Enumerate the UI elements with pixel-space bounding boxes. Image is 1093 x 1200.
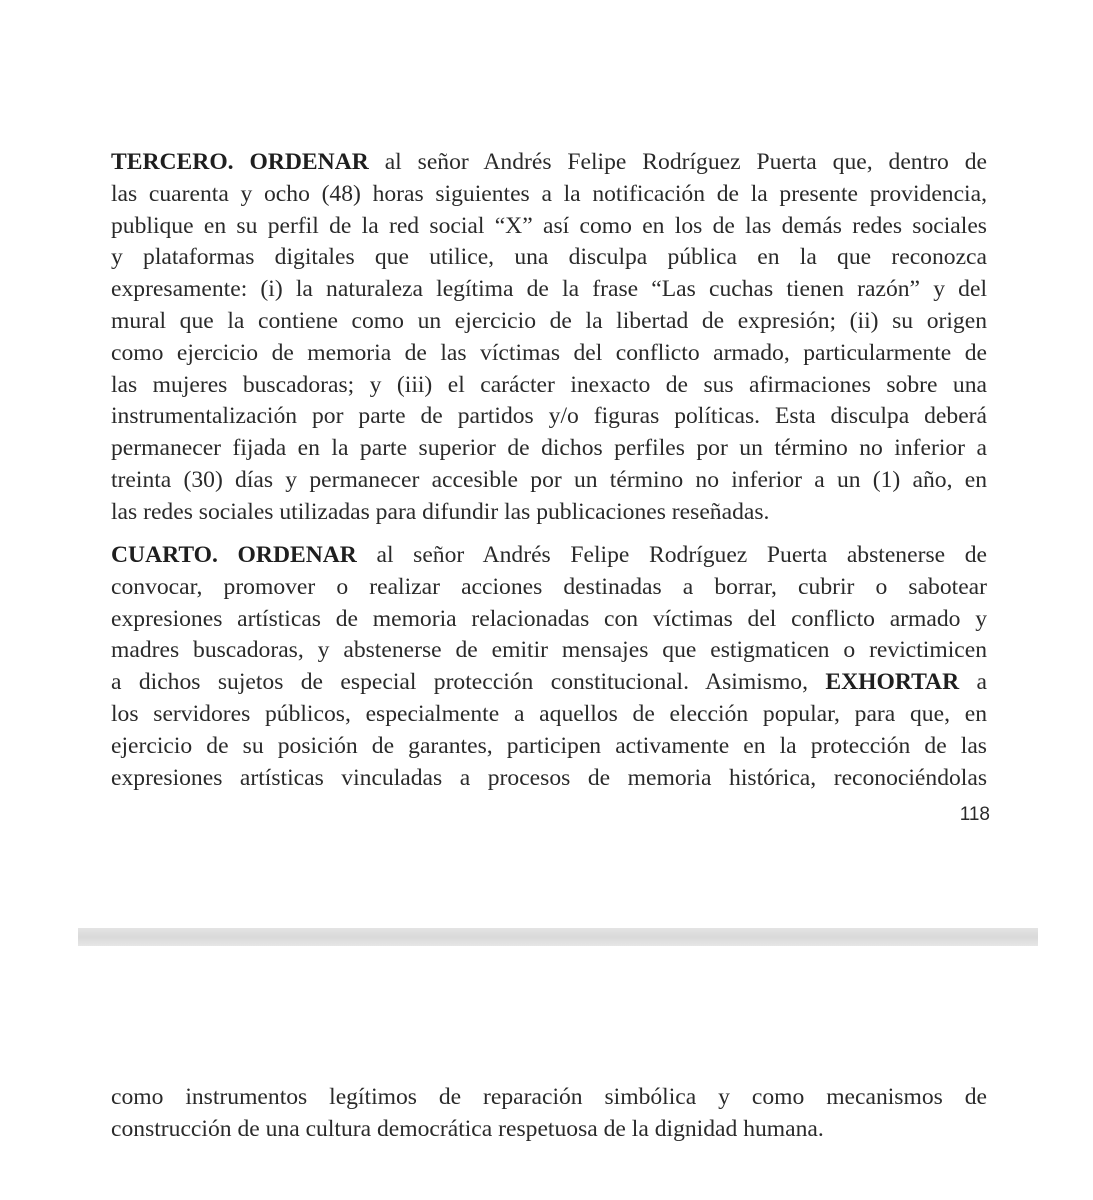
paragraph-line: expresiones artísticas de memoria relacionadas con víctimas del conflicto armado y [111, 605, 987, 632]
paragraph-line: instrumentalización por parte de partidos y/o figuras políticas. Esta disculpa deberá [111, 403, 987, 430]
paragraph-line: CUARTO. ORDENAR al señor Andrés Felipe Rodríguez Puerta abstenerse de [111, 542, 988, 568]
paragraph-cuarto [111, 540, 987, 794]
paragraph-line: expresiones artísticas vinculadas a procesos de memoria histórica, reconociéndolas [111, 764, 987, 791]
paragraph-line: treinta (30) días y permanecer accesible por un término no inferior a un (1) año, en [111, 466, 987, 493]
paragraph-line: como instrumentos legítimos de reparación simbólica y como mecanismos de [111, 1084, 987, 1110]
page-break-divider [78, 928, 1038, 946]
paragraph-line: madres buscadoras, y abstenerse de emitir mensajes que estigmaticen o revictimicen [111, 637, 987, 664]
paragraph-line: convocar, promover o realizar acciones destinadas a borrar, cubrir o sabotear [111, 573, 987, 600]
paragraph-tercero [111, 147, 987, 529]
paragraph-line: ejercicio de su posición de garantes, participen activamente en la protección de las [111, 732, 987, 759]
paragraph-line: como ejercicio de memoria de las víctimas del conflicto armado, particularmente de [111, 339, 987, 366]
paragraph-line: TERCERO. ORDENAR al señor Andrés Felipe Rodríguez Puerta que, dentro de [111, 149, 987, 175]
paragraph-line: publique en su perfil de la red social “X” así como en los de las demás redes sociales [111, 212, 987, 239]
paragraph-line: permanecer fijada en la parte superior de dichos perfiles por un término no inferior a [111, 435, 987, 462]
paragraph-line: y plataformas digitales que utilice, una disculpa pública en la que reconozca [111, 244, 987, 271]
section-heading-cuarto: CUARTO. [111, 542, 218, 568]
order-verb: ORDENAR [249, 149, 369, 175]
order-verb: ORDENAR [237, 542, 357, 568]
paragraph-line: las mujeres buscadoras; y (iii) el carácter inexacto de sus afirmaciones sobre una [111, 371, 987, 398]
page-number: 118 [959, 804, 990, 825]
paragraph-line: a dichos sujetos de especial protección constitucional. Asimismo, EXHORTAR a [111, 669, 987, 696]
exhort-verb: EXHORTAR [825, 669, 960, 696]
paragraph-line: expresamente: (i) la naturaleza legítima de la frase “Las cuchas tienen razón” y del [111, 276, 987, 303]
paragraph-line: las redes sociales utilizadas para difundir las publicaciones reseñadas. [111, 498, 770, 525]
paragraph-line: construcción de una cultura democrática respetuosa de la dignidad humana. [111, 1115, 824, 1142]
paragraph-continuation [111, 1082, 987, 1146]
paragraph-line: mural que la contiene como un ejercicio de la libertad de expresión; (ii) su origen [111, 307, 987, 334]
section-heading-tercero: TERCERO. [111, 149, 234, 175]
paragraph-line: las cuarenta y ocho (48) horas siguientes a la notificación de la presente providencia, [111, 180, 987, 207]
paragraph-line: los servidores públicos, especialmente a aquellos de elección popular, para que, en [111, 700, 987, 727]
